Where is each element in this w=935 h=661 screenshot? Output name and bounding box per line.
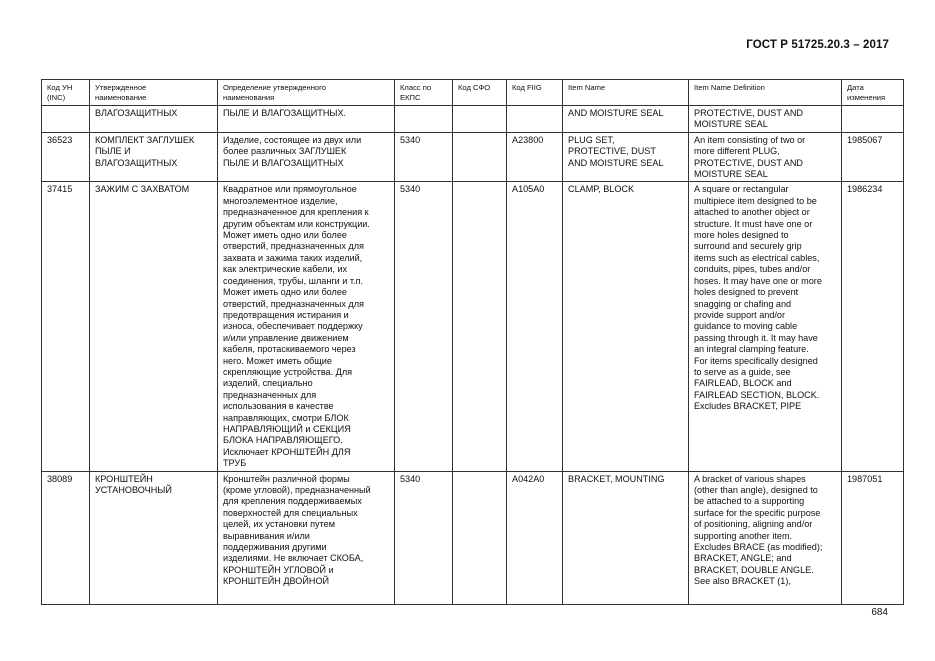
- cell-ekps-class: 5340: [395, 471, 453, 604]
- cell-fiig-code: A23800: [507, 132, 563, 182]
- column-header-ekps-class: Класс по ЕКПС: [395, 80, 453, 106]
- document-standard-header: ГОСТ Р 51725.20.3 – 2017: [746, 39, 889, 51]
- cell-change-date: 1987051: [842, 471, 904, 604]
- cell-change-date: 1986234: [842, 182, 904, 471]
- cell-sfo-code: [453, 471, 507, 604]
- cell-sfo-code: [453, 106, 507, 133]
- cell-change-date: [842, 106, 904, 133]
- cell-item-name: BRACKET, MOUNTING: [563, 471, 689, 604]
- cell-fiig-code: [507, 106, 563, 133]
- table-row: [42, 182, 904, 471]
- cell-approved-name: ЗАЖИМ С ЗАХВАТОМ: [90, 182, 218, 471]
- column-header-item-name: Item Name: [563, 80, 689, 106]
- cell-item-name: CLAMP, BLOCK: [563, 182, 689, 471]
- cell-ekps-class: 5340: [395, 182, 453, 471]
- cell-inc: 38089: [42, 471, 90, 604]
- table-header-row: [42, 80, 904, 106]
- column-header-approved-name: Утвержденное наименование: [90, 80, 218, 106]
- cell-item-name: PLUG SET, PROTECTIVE, DUST AND MOISTURE SEAL: [563, 132, 689, 182]
- column-header-inc: Код УН (INC): [42, 80, 90, 106]
- cell-item-name-definition: An item consisting of two or more different PLUG, PROTECTIVE, DUST AND MOISTURE SEAL: [689, 132, 842, 182]
- cell-approved-name: ВЛАГОЗАЩИТНЫХ: [90, 106, 218, 133]
- cell-approved-definition: Изделие, состоящее из двух или более различных ЗАГЛУШЕК ПЫЛЕ И ВЛАГОЗАЩИТНЫХ: [218, 132, 395, 182]
- cell-inc: [42, 106, 90, 133]
- cell-ekps-class: 5340: [395, 132, 453, 182]
- column-header-approved-definition: Определение утвержденного наименования: [218, 80, 395, 106]
- column-header-item-name-definition: Item Name Definition: [689, 80, 842, 106]
- table-row: [42, 106, 904, 133]
- column-header-fiig-code: Код FIIG: [507, 80, 563, 106]
- cell-fiig-code: A105A0: [507, 182, 563, 471]
- table-row: [42, 471, 904, 604]
- cell-inc: 37415: [42, 182, 90, 471]
- column-header-sfo-code: Код СФО: [453, 80, 507, 106]
- cell-approved-definition: Кронштейн различной формы (кроме угловой), предназначенный для крепления поддерживаемых поверхностей для специальных целей, их установки путем выравнивания и/или поддерживания другими изделиями. Не включает СКОБА, КРОНШТЕЙН УГЛОВОЙ и КРОНШТЕЙН ДВОЙНОЙ: [218, 471, 395, 604]
- column-header-change-date: Дата изменения: [842, 80, 904, 106]
- table-row: [42, 132, 904, 182]
- cell-item-name-definition: A square or rectangular multipiece item designed to be attached to another object or structure. It must have one or more holes designed to surround and securely grip items such as electrical cables, conduits, pipes, tubes and/or hoses. It may have one or more holes designed to prevent snagging or chafing and provide support and/or guidance to moving cable passing through it. It may have an integral clamping feature. For items specifically designed to serve as a guide, see FAIRLEAD, BLOCK and FAIRLEAD SECTION, BLOCK. Excludes BRACKET, PIPE: [689, 182, 842, 471]
- cell-approved-name: КОМПЛЕКТ ЗАГЛУШЕК ПЫЛЕ И ВЛАГОЗАЩИТНЫХ: [90, 132, 218, 182]
- page-number: 684: [871, 607, 888, 618]
- cell-fiig-code: A042A0: [507, 471, 563, 604]
- nomenclature-table: [41, 79, 904, 605]
- cell-item-name-definition: A bracket of various shapes (other than angle), designed to be attached to a supporting surface for the specific purpose of positioning, aligning and/or supporting another item. Excludes BRACE (as modified); BRACKET, ANGLE; and BRACKET, DOUBLE ANGLE. See also BRACKET (1),: [689, 471, 842, 604]
- cell-inc: 36523: [42, 132, 90, 182]
- cell-change-date: 1985067: [842, 132, 904, 182]
- cell-approved-definition: ПЫЛЕ И ВЛАГОЗАЩИТНЫХ.: [218, 106, 395, 133]
- cell-sfo-code: [453, 132, 507, 182]
- cell-item-name: AND MOISTURE SEAL: [563, 106, 689, 133]
- cell-item-name-definition: PROTECTIVE, DUST AND MOISTURE SEAL: [689, 106, 842, 133]
- cell-approved-name: КРОНШТЕЙН УСТАНОВОЧНЫЙ: [90, 471, 218, 604]
- cell-sfo-code: [453, 182, 507, 471]
- cell-approved-definition: Квадратное или прямоугольное многоэлементное изделие, предназначенное для крепления к другим объектам или конструкции. Может иметь одно или более отверстий, предназначенных для захвата и зажима таких изделий, как электрические кабели, их соединения, трубы, шланги и т.п. Может иметь одно или более отверстий, предназначенных для предотвращения истирания и износа, обеспечивает поддержку и/или управление движением кабеля, протаскиваемого через него. Может иметь общие скрепляющие устройства. Для изделий, специально предназначенных для использования в качестве направляющих, смотри БЛОК НАПРАВЛЯЮЩИЙ и СЕКЦИЯ БЛОКА НАПРАВЛЯЮЩЕГО. Исключает КРОНШТЕЙН ДЛЯ ТРУБ: [218, 182, 395, 471]
- cell-ekps-class: [395, 106, 453, 133]
